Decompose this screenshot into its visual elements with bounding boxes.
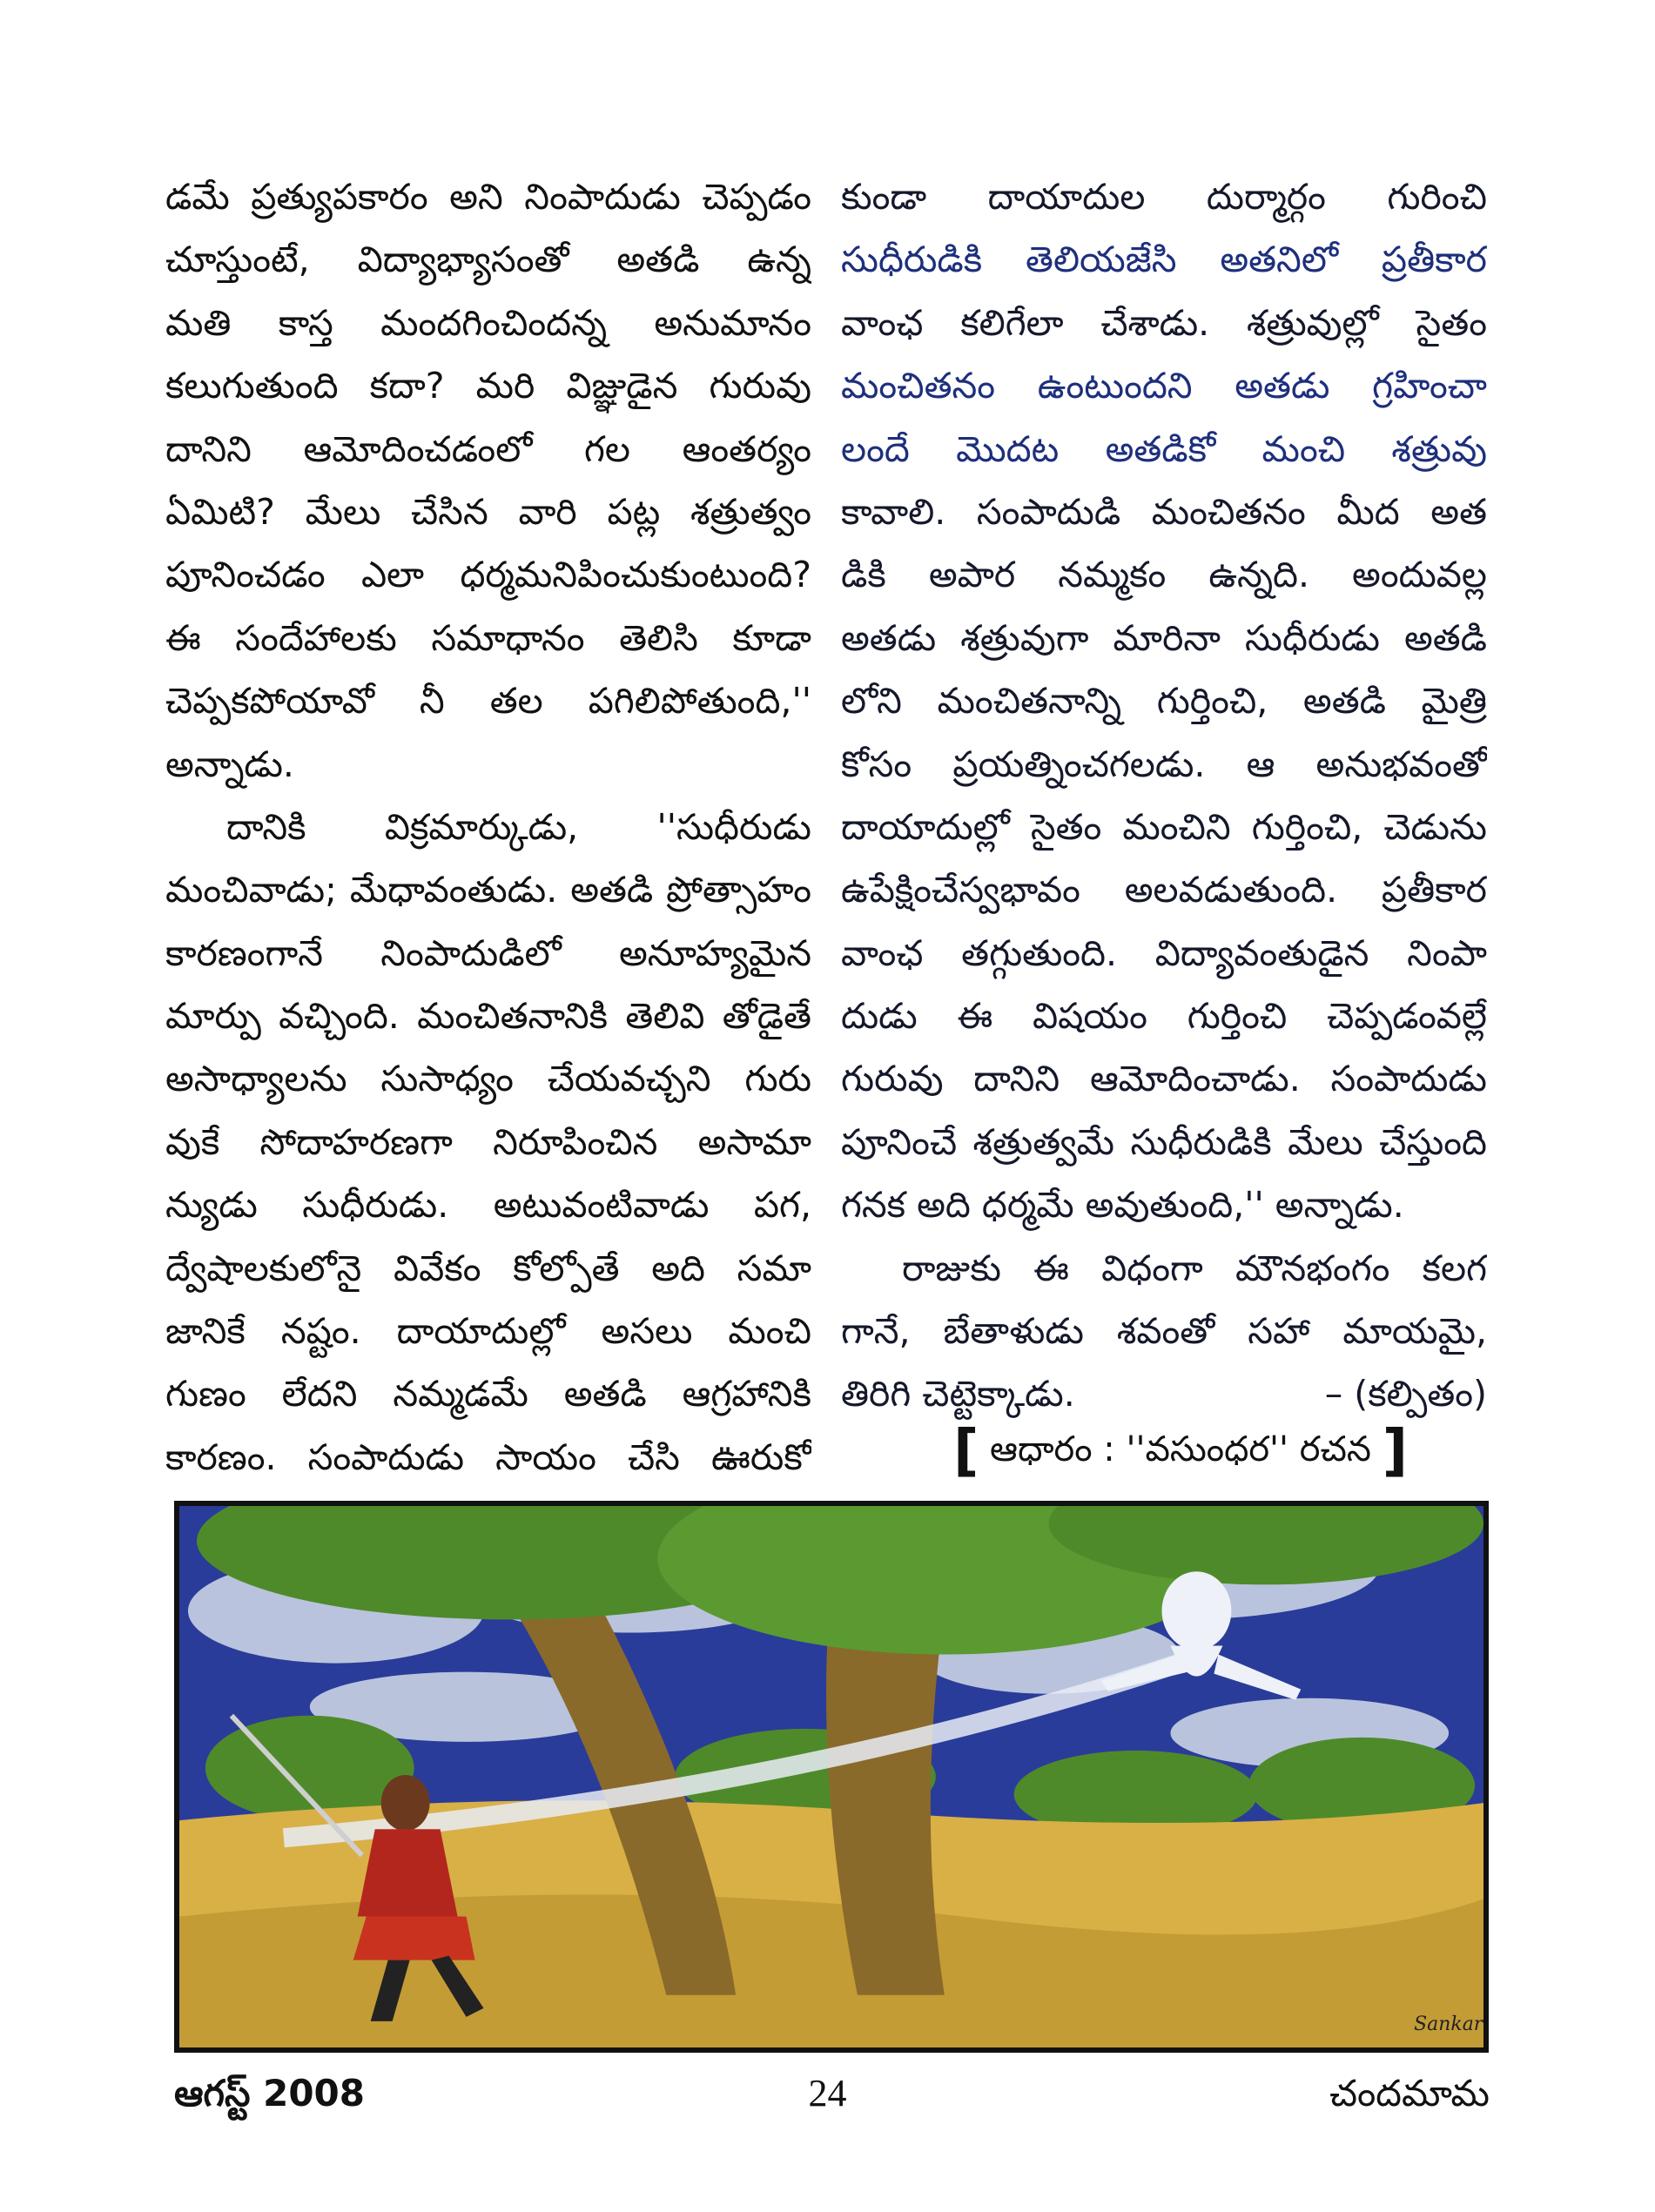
- text-line: జానికే నష్టం. దాయాదుల్లో అసలు మంచి: [165, 1310, 811, 1353]
- story-illustration: [174, 1501, 1489, 2053]
- text-line: మతి కాస్త మందగించిందన్న అనుమానం: [165, 301, 811, 344]
- text-line: కుండా దాయాదుల దుర్మార్గం గురించి: [841, 176, 1487, 218]
- text-line: ఏమిటి? మేలు చేసిన వారి పట్ల శత్రుత్వం: [165, 490, 811, 533]
- right-text-column: [841, 165, 1487, 1426]
- text-line: పూనించే శత్రుత్వమే సుధీరుడికి మేలు చేస్తుంది: [841, 1120, 1487, 1163]
- text-line: గుణం లేదని నమ్మడమే అతడి ఆగ్రహానికి: [165, 1373, 811, 1415]
- text-line: ఉపేక్షించేస్వభావం అలవడుతుంది. ప్రతీకార: [841, 869, 1487, 911]
- text-line: పూనించడం ఎలా ధర్మమనిపించుకుంటుంది?: [165, 554, 811, 596]
- text-line: మంచితనం ఉంటుందని అతడు గ్రహించా: [841, 365, 1487, 407]
- text-line: అసాధ్యాలను సుసాధ్యం చేయవచ్చని గురు: [165, 1058, 811, 1100]
- text-line: డమే ప్రత్యుపకారం అని నింపాదుడు చెప్పడం: [165, 176, 811, 218]
- text-line: డికి అపార నమ్మకం ఉన్నది. అందువల్ల: [841, 554, 1487, 596]
- text-line: గనక అది ధర్మమే అవుతుంది,'' అన్నాడు.: [841, 1184, 1404, 1227]
- text-line: లందే మొదట అతడికో మంచి శత్రువు: [841, 427, 1487, 470]
- text-line: న్యుడు సుధీరుడు. అటువంటివాడు పగ,: [165, 1184, 811, 1227]
- text-line: ద్వేషాలకులోనై వివేకం కోల్పోతే అది సమా: [165, 1247, 811, 1289]
- text-line: చెప్పకపోయావో నీ తల పగిలిపోతుంది,'': [165, 680, 811, 723]
- text-line: కోసం ప్రయత్నించగలడు. ఆ అనుభవంతో: [841, 743, 1487, 785]
- closing-line: తిరిగి చెట్టెక్కాడు.: [841, 1373, 1075, 1415]
- text-line: దాయాదుల్లో సైతం మంచిని గుర్తించి, చెడును: [841, 805, 1487, 848]
- text-line: వాంఛ తగ్గుతుంది. విద్యావంతుడైన నింపా: [841, 931, 1487, 974]
- illustration-art: [179, 1506, 1483, 2047]
- text-line: వుకే సోదాహరణగా నిరూపించిన అసామా: [165, 1120, 811, 1163]
- text-line: మంచివాడు; మేధావంతుడు. అతడి ప్రోత్సాహం: [165, 869, 811, 911]
- text-line: దుడు ఈ విషయం గుర్తించి చెప్పడంవల్లే: [841, 995, 1487, 1038]
- left-text-column: [165, 165, 811, 1489]
- text-line: గురువు దానిని ఆమోదించాడు. సంపాదుడు: [841, 1058, 1487, 1100]
- text-line: లోని మంచితనాన్ని గుర్తించి, అతడి మైత్రి: [841, 680, 1487, 723]
- text-line: దానిని ఆమోదించడంలో గల ఆంతర్యం: [165, 427, 811, 470]
- text-line: ఈ సందేహాలకు సమాధానం తెలిసి కూడా: [165, 616, 811, 659]
- bracket-right: ]: [1382, 1419, 1408, 1483]
- magazine-name: చందమామ: [1329, 2072, 1490, 2115]
- footer-date: ఆగస్ట్ 2008: [174, 2072, 366, 2115]
- text-line: అన్నాడు.: [165, 743, 294, 785]
- text-line: గానే, బేతాళుడు శవంతో సహా మాయమై,: [841, 1310, 1487, 1353]
- fiction-tag: – (కల్పితం): [1324, 1373, 1487, 1415]
- text-line: కలుగుతుంది కదా? మరి విజ్ఞుడైన గురువు: [165, 365, 811, 407]
- text-line: సుధీరుడికి తెలియజేసి అతనిలో ప్రతీకార: [841, 239, 1487, 281]
- text-line: దానికి విక్రమార్కుడు, ''సుధీరుడు: [226, 805, 811, 848]
- text-line: చూస్తుంటే, విద్యాభ్యాసంతో అతడి ఉన్న: [165, 239, 811, 281]
- page-number: 24: [808, 2072, 847, 2115]
- text-line: మార్పు వచ్చింది. మంచితనానికి తెలివి తోడైతే: [165, 995, 811, 1038]
- text-line: రాజుకు ఈ విధంగా మౌనభంగం కలగ: [902, 1247, 1487, 1289]
- text-line: కారణంగానే నింపాదుడిలో అనూహ్యమైన: [165, 931, 811, 974]
- artist-signature: Sankar: [1414, 2013, 1483, 2035]
- text-line: వాంఛ కలిగేలా చేశాడు. శత్రువుల్లో సైతం: [841, 301, 1487, 344]
- text-line: అతడు శత్రువుగా మారినా సుధీరుడు అతడి: [841, 616, 1487, 659]
- source-text: ఆధారం : ''వసుంధర'' రచన: [990, 1429, 1371, 1469]
- text-line: [841, 1362, 1487, 1425]
- source-credit: [945, 1419, 1416, 1483]
- bracket-left: [: [953, 1419, 979, 1483]
- text-line: కావాలి. సంపాదుడి మంచితనం మీద అత: [841, 490, 1487, 533]
- text-line: కారణం. సంపాదుడు సాయం చేసి ఊరుకో: [165, 1435, 811, 1478]
